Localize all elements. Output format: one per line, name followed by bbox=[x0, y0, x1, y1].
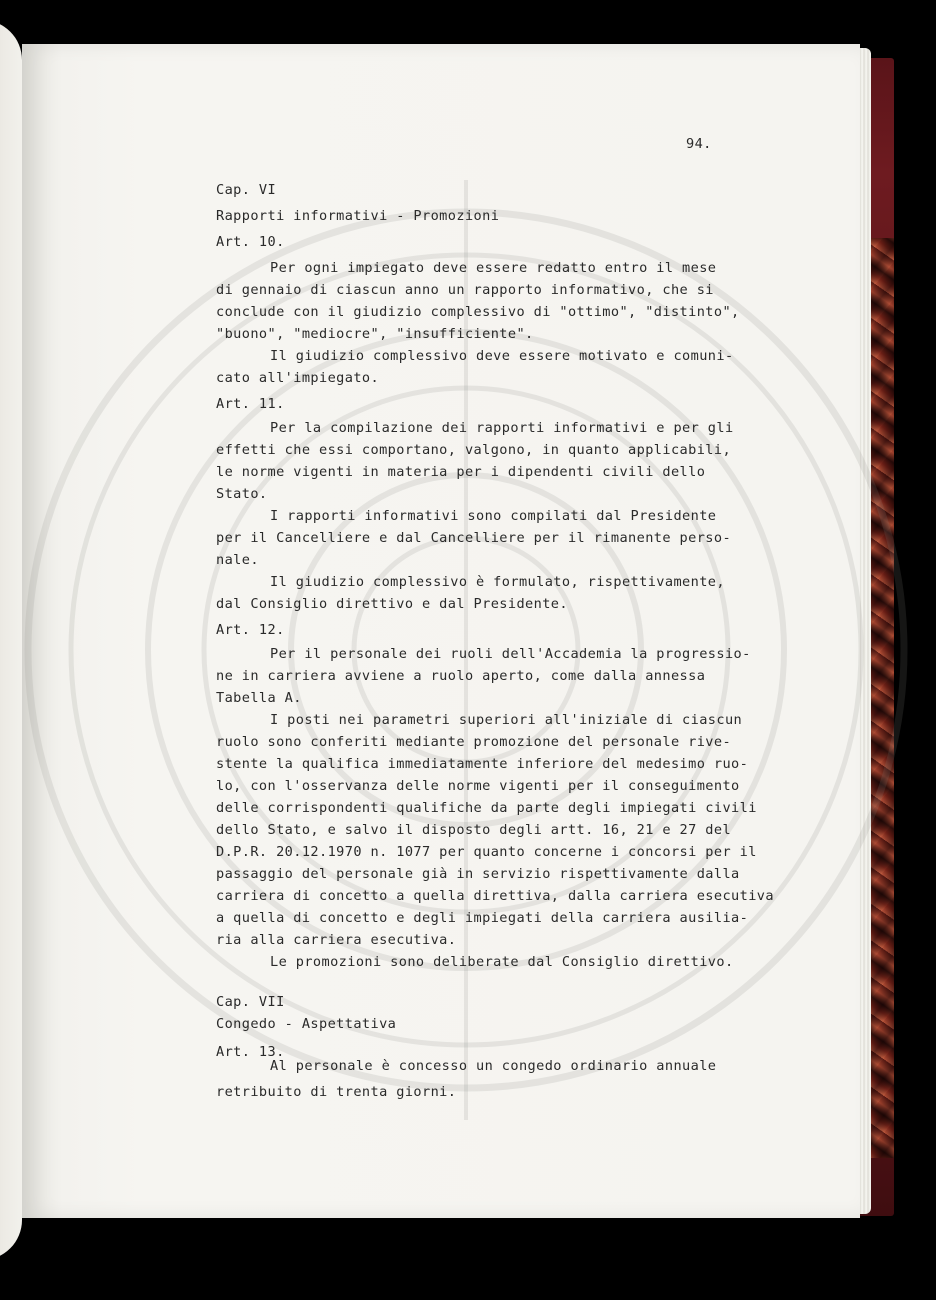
text-line: Art. 12. bbox=[216, 622, 285, 638]
text-line: ne in carriera avviene a ruolo aperto, come dalla annessa bbox=[216, 668, 706, 684]
text-line: Cap. VII bbox=[216, 994, 285, 1010]
text-line: Il giudizio complessivo deve essere motivato e comuni- bbox=[270, 348, 734, 364]
text-line: Per il personale dei ruoli dell'Accademia la progressio- bbox=[270, 646, 751, 662]
text-line: D.P.R. 20.12.1970 n. 1077 per quanto concerne i concorsi per il bbox=[216, 844, 757, 860]
text-line: ria alla carriera esecutiva. bbox=[216, 932, 457, 948]
text-line: Stato. bbox=[216, 486, 268, 502]
text-line: Al personale è concesso un congedo ordinario annuale bbox=[270, 1058, 717, 1074]
text-line: Art. 10. bbox=[216, 234, 285, 250]
text-line: I posti nei parametri superiori all'iniziale di ciascun bbox=[270, 712, 743, 728]
text-line: ruolo sono conferiti mediante promozione del personale rive- bbox=[216, 734, 732, 750]
text-line: Art. 13. bbox=[216, 1044, 285, 1060]
text-line: Art. 11. bbox=[216, 396, 285, 412]
text-line: per il Cancelliere e dal Cancelliere per il rimanente perso- bbox=[216, 530, 732, 546]
text-line: Cap. VI bbox=[216, 182, 277, 198]
text-line: I rapporti informativi sono compilati dal Presidente bbox=[270, 508, 717, 524]
text-line: dal Consiglio direttivo e dal Presidente. bbox=[216, 596, 568, 612]
text-line: cato all'impiegato. bbox=[216, 370, 380, 386]
text-line: "buono", "mediocre", "insufficiente". bbox=[216, 326, 534, 342]
page-number: 94. bbox=[686, 136, 712, 152]
text-line: di gennaio di ciascun anno un rapporto informativo, che si bbox=[216, 282, 714, 298]
text-line: Il giudizio complessivo è formulato, rispettivamente, bbox=[270, 574, 725, 590]
text-line: Le promozioni sono deliberate dal Consiglio direttivo. bbox=[270, 954, 734, 970]
text-line: nale. bbox=[216, 552, 259, 568]
text-line: delle corrispondenti qualifiche da parte degli impiegati civili bbox=[216, 800, 757, 816]
text-line: Congedo - Aspettativa bbox=[216, 1016, 397, 1032]
text-line: retribuito di trenta giorni. bbox=[216, 1084, 457, 1100]
text-line: lo, con l'osservanza delle norme vigenti per il conseguimento bbox=[216, 778, 740, 794]
text-line: Rapporti informativi - Promozioni bbox=[216, 208, 500, 224]
text-line: Per ogni impiegato deve essere redatto entro il mese bbox=[270, 260, 717, 276]
text-line: Tabella A. bbox=[216, 690, 302, 706]
text-line: dello Stato, e salvo il disposto degli artt. 16, 21 e 27 del bbox=[216, 822, 732, 838]
text-line: a quella di concetto e degli impiegati della carriera ausilia- bbox=[216, 910, 749, 926]
text-line: le norme vigenti in materia per i dipendenti civili dello bbox=[216, 464, 706, 480]
text-line: Per la compilazione dei rapporti informativi e per gli bbox=[270, 420, 734, 436]
text-line: carriera di concetto a quella direttiva, dalla carriera esecutiva bbox=[216, 888, 774, 904]
text-line: stente la qualifica immediatamente inferiore del medesimo ruo- bbox=[216, 756, 749, 772]
text-line: conclude con il giudizio complessivo di "ottimo", "distinto", bbox=[216, 304, 740, 320]
text-line: passaggio del personale già in servizio rispettivamente dalla bbox=[216, 866, 740, 882]
text-line: effetti che essi comportano, valgono, in quanto applicabili, bbox=[216, 442, 732, 458]
